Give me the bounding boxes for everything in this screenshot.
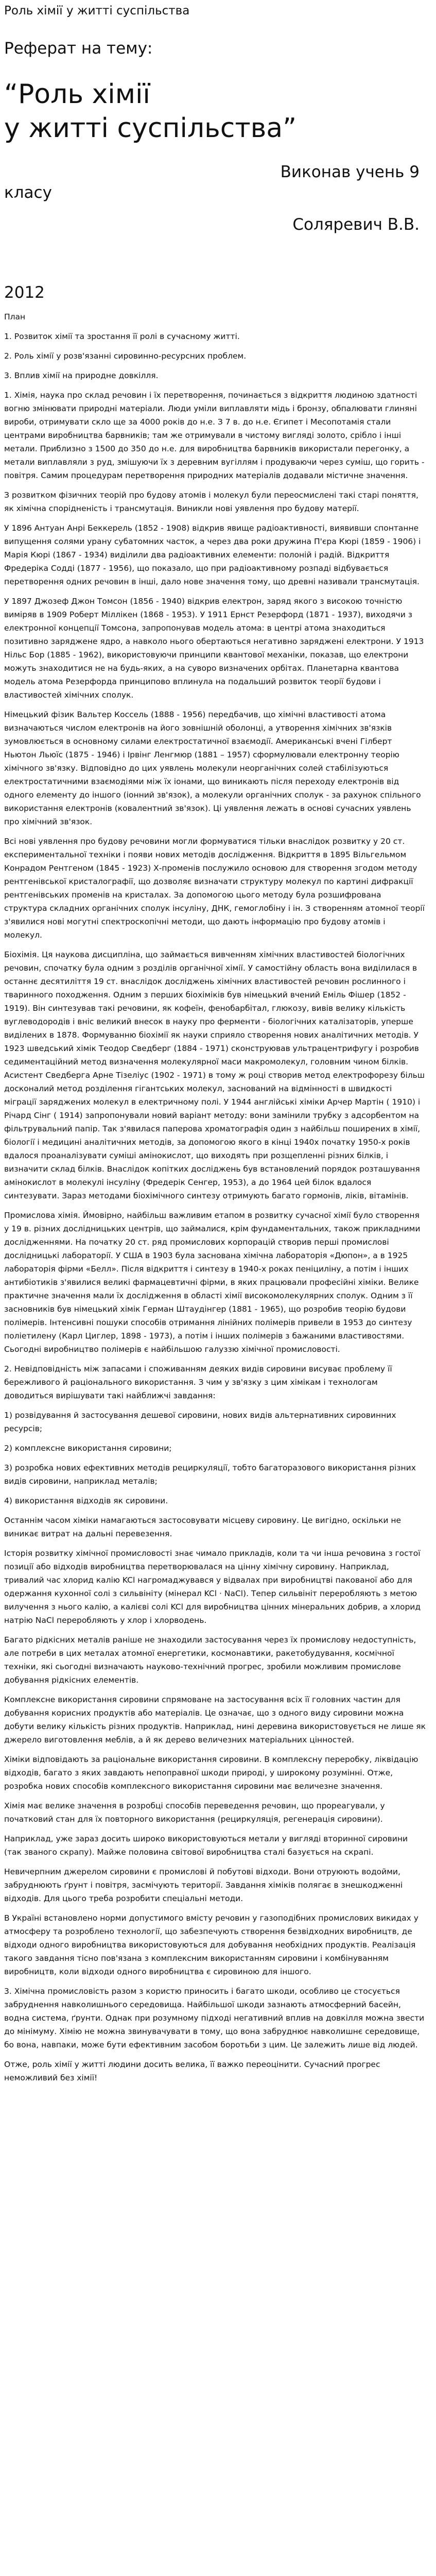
paragraph: 2. Невідповідність між запасами і споживанням деяких видів сировини висуває проблему її бережливого й раціонального використання. З чим у зв'язку з цим хімікам і технологам доводиться вирішувати такі найближчі завдання: [4, 1364, 392, 1400]
paragraph: 2. Роль хімії у розв'язанні сировинно-ресурсних проблем. [4, 351, 247, 361]
paragraph: 3. Хімічна промисловість разом з користю приносить і багато шкоди, особливо це стосується забруднення навколишнього середовища. Найбільшої шкоди зазнають атмосферний басейн, водна система, ґрунти. Однак при розумному підході негативний вплив на довкілля можна звести до мінімуму. Хімію не можна звинувачувати в тому, що вона забруднює навколишнє середовище, бо вона, навпаки, може бути ефективним засобом боротьби з цим. Це залежить лише від людей. [4, 1987, 425, 2049]
paragraph: 3. Вплив хімії на природне довкілля. [4, 371, 159, 380]
paragraph: З розвитком фізичних теорій про будову атомів і молекул були переосмислені такі старі поняття, як хімічна спорідненість і трансмутація. Виникли нові уявлення про будову матерії. [4, 490, 418, 513]
paragraph: 1. Хімія, наука про склад речовин і їх перетворення, починається з відкриття людиною здатності вогню змінювати природні матеріали. Люди уміли виплавляти мідь і бронзу, обпалювати глиняні вироби, отримувати скло ще за 4000 років до н.е. З 7 в. до н.е. Єгипет і Месопотамія стали центрами виробництва барвників; там же отримували в чистому вигляді золото, срібло і інші метали. Приблизно з 1500 до 350 до н.е. для виробництва барвників використали перегонку, а метали виплавляли з руд, змішуючи їх з деревним вугіллям і продуваючи через суміш, що горить - повітря. Самим процедурам перетворення природних матеріалів додавали містичне значення. [4, 391, 425, 480]
paragraph: 4) використання відходів як сировини. [4, 1496, 168, 1505]
paragraph: 3) розробка нових ефективних методів рециркуляції, тобто багаторазового використання різних видів сировини, наприклад металів; [4, 1463, 416, 1486]
paragraph: Німецький фізик Вальтер Коссель (1888 - 1956) передбачив, що хімічні властивості атома визначаються числом електронів на його зовнішній оболонці, а утворення хімічних зв'язків зумовлюється в основному силами електростатичної взаємодії. Американські вчені Гілберт Ньютон Льюїс (1875 - 1946) і Ірвінг Ленгмюр (1881 – 1957) сформулювали електронну теорію хімічного зв'язку. Відповідно до цих уявлень молекули неорганічних солей стабілізуються електростатичними взаємодіями між їх іонами, що виникають після переходу електронів від одного елементу до іншого (іонний зв'язок), а молекули органічних сполук - за рахунок спільного використання електронів (ковалентний зв'язок). Ці уявлення лежать в основі сучасних уявлень про хімічний зв'язок. [4, 710, 421, 826]
paragraph: 2) комплексне використання сировини; [4, 1444, 172, 1453]
paragraph: Комплексне використання сировини спрямоване на застосування всіх її головних частин для добування корисних продуктів або матеріалів. Це означає, що з одного виду сировини можна добути велику кількість різних продуктів. Наприклад, нині деревина використовується не лише як джерело виготовлення меблів, а й як дерево величезних матеріальних цінностей. [4, 1695, 426, 1744]
paragraph: У 1896 Антуан Анрі Беккерель (1852 - 1908) відкрив явище радіоактивності, виявивши спонтанне випущення солями урану субатомних часток, а через два роки дружина П'єра Кюрі (1859 - 1906) і Марія Кюрі (1867 - 1934) виділили два радіоактивних елементи: полоній і радій. Відкриття Фредеріка Содді (1877 - 1956), що показало, що при радіоактивному розпаді відбувається перетворення одних речовин в інші, дало нове значення тому, що древні називали трансмутація. [4, 523, 421, 586]
paragraph: Хіміки відповідають за раціональне використання сировини. В комплексну переробку, ліквідацію відходів, багато з яких завдають непоправної шкоди природі, у широкому розумінні. Отже, розробка нових способів комплексного використання сировини має величезне значення. [4, 1755, 418, 1791]
paragraph: Хімія має велике значення в розробці способів переведення речовин, що прореагували, у початковий стан для їх повторного використання (рециркуляція, регенерація сировини). [4, 1801, 385, 1824]
essay-title-line-2: у житті суспільства” [4, 113, 297, 144]
paragraph: 1) розвідування й застосування дешевої сировини, нових видів альтернативних сировинних ресурсів; [4, 1411, 396, 1433]
paragraph: Отже, роль хімії у житті людини досить велика, її важко переоцінити. Сучасний прогрес неможливий без хімії! [4, 2060, 380, 2082]
paragraph: Наприклад, уже зараз досить широко використовуються метали у вигляді вторинної сировини (так званого скрапу). Майже половина світової виробництва сталі базується на скрапі. [4, 1834, 408, 1857]
document-header-title: Роль хімії у житті суспільства [4, 4, 190, 18]
body-text [4, 310, 426, 2084]
year: 2012 [4, 283, 45, 302]
author-prefix: Виконав учень 9 [280, 163, 420, 181]
paragraph: Всі нові уявлення про будову речовини могли формуватися тільки внаслідок розвитку у 20 ст. експериментальної техніки і появи нових методів дослідження. Відкриття в 1895 Вільгельмом Конрадом Рентгеном (1845 - 1923) Х-променів послужило основою для створення згодом методу рентгенівської кристалографії, що дозволяє визначати структуру молекул по картині дифракції рентгенівських променів на кристалах. За допомогою цього методу була розшифрована структура складних органічних сполук інсуліну, ДНК, гемоглобіну і ін. З створенням атомної теорії з'явилися нові могутні спектроскопічні методи, що дають інформацію про будову атомів і молекул. [4, 837, 425, 940]
paragraph: Промислова хімія. Ймовірно, найбільш важливим етапом в розвитку сучасної хімії було створення у 19 в. різних дослідницьких центрів, що займалися, крім фундаментальних, також прикладними дослідженнями. На початку 20 ст. ряд промислових корпорацій створив перші промислові дослідницькі лабораторії. У США в 1903 була заснована хімічна лабораторія «Дюпон», а в 1925 лабораторія фірми «Белл». Після відкриття і синтезу в 1940-х роках пеніциліну, а потім і інших антибіотиків з'явилися великі фармацевтичні фірми, в яких працювали професійні хіміки. Велике практичне значення мали їх дослідження в області хімії високомолекулярних сполук. Одним з її засновників був німецький хімік Герман Штаудінгер (1881 - 1965), що розробив теорію будови полімерів. Інтенсивні пошуки способів отримання лінійних полімерів привели в 1953 до синтезу поліетилену (Карл Циглер, 1898 - 1973), а потім і інших полімерів з бажаними властивостями. Сьогодні виробництво полімерів є найбільшою галуззю хімічної промисловості. [4, 1211, 421, 1354]
author-name: Соляревич В.В. [292, 215, 420, 234]
paragraph: Останнім часом хіміки намагаються застосовувати місцеву сировину. Це вигідно, оскільки не виникає витрат на дальні перевезення. [4, 1516, 401, 1538]
paragraph: 1. Розвиток хімії та зростання її ролі в сучасному житті. [4, 332, 240, 341]
paragraph: Біохімія. Ця наукова дисципліна, що займається вивченням хімічних властивостей біологічних речовин, спочатку була одним з розділів органічної хімії. У самостійну область вона виділилася в останнє десятиліття 19 ст. внаслідок досліджень хімічних властивостей речовин рослинного і тваринного походження. Одним з перших біохіміків був німецький вчений Еміль Фішер (1852 - 1919). Він синтезував такі речовини, як кофеїн, фенобарбітал, глюкозу, вивів велику кількість вуглеводородів і вніс великий внесок в науку про ферменти - біологічних каталізаторів, уперше виділених в 1878. Формуванню біохімії як науки сприяло створення нових аналітичних методів. У 1923 шведський хімік Теодор Сведберг (1884 - 1971) сконструював ультрацентрифугу і розробив седиментаційний метод визначення молекулярної маси макромолекул, головним чином білків. Асистент Сведберга Арне Тізеліус (1902 - 1971) в тому ж році створив метод електрофорезу більш досконалий метод розділення гігантських молекул, заснований на відмінності в швидкості міграції заряджених молекул в електричному полі. У 1944 англійські хіміки Арчер Мартін ( 1910) і Річард Сінг ( 1914) запропонували новий варіант методу: вони замінили трубку з адсорбентом на фільтрувальний папір. Так з'явилася паперова хроматографія один з найбільш поширених в хімії, біології і медицині аналітичних методів, за допомогою якого в кінці 1940х початку 1950-х років вдалося проаналізувати суміші амінокислот, що виходять при розщепленні різних білків, і визначити склад білків. Внаслідок копітких досліджень був встановлений порядок розташування амінокислот в молекулі інсуліну (Фредерік Сенгер, 1953), а до 1964 цей білок вдалося синтезувати. Зараз методами біохімічного синтезу отримують багато гормонів, ліків, вітамінів. [4, 950, 425, 1200]
author-line [4, 162, 426, 203]
paragraph: В Україні встановлено норми допустимого вмісту речовин у газоподібних промислових викидах у атмосферу та розроблено технології, що забезпечують створення безвідходних виробництв, де відходи одного виробництва використовуються для добування необхідних продуктів. Реалізація такого завдання тісно пов'язана з комплексним використанням сировини і комбінуванням виробництв, коли відходи одного виробництва є сировиною для іншого. [4, 1913, 418, 1976]
author-suffix: класу [4, 183, 52, 202]
paragraph: Історія розвитку хімічної промисловості знає чимало прикладів, коли та чи інша речовина з гостої позиції або відходів виробництва перетворювалася на цінну хімічну сировину. Наприклад, тривалий час хлорид калію KCl нагромаджувався у відвалах при виробництві пакованої або для одержання кухонної солі з сильвініту (мінерал KCl · NaCl). Тепер сильвініт переробляють з метою вилучення з нього калію, а калієві солі KCl для виробництва цінних мінеральних добрив, а хлорид натрію NaCl переробляють у хлор і хлорводень. [4, 1549, 421, 1625]
paragraph: У 1897 Джозеф Джон Томсон (1856 - 1940) відкрив електрон, заряд якого з високою точністю виміряв в 1909 Роберт Міллікен (1868 - 1953). У 1911 Ернст Резерфорд (1871 - 1937), виходячи з електронної концепції Томсона, запропонував модель атома: в центрі атома знаходиться позитивно заряджене ядро, а навколо нього обертаються негативно заряджені електрони. У 1913 Нільс Бор (1885 - 1962), використовуючи принципи квантової механіки, показав, що електрони можуть знаходитися не на будь-яких, а на суворо визначених орбітах. Планетарна квантова модель атома Резерфорда принципово вплинула на подальший розвиток теорії будови і властивостей хімічних сполук. [4, 597, 424, 700]
paragraph: Багато рідкісних металів раніше не знаходили застосування через їх промислову недоступність, але потреби в цих металах атомної енергетики, космонавтики, ракетобудування, космічної техніки, які сьогодні визначають науково-технічний прогрес, зробили можливим промислове добування рідкісних елементів. [4, 1635, 416, 1685]
essay-title-line-1: “Роль хімії [4, 79, 150, 110]
paragraph: План [4, 312, 26, 321]
paragraph: Невичерпним джерелом сировини є промислові й побутові відходи. Вони отруюють водойми, забруднюють ґрунт і повітря, засмічують території. Завдання хіміків полягає в знешкодженні відходів. Для цього треба розробити спеціальні методи. [4, 1867, 403, 1903]
essay-type-label: Реферат на тему: [4, 39, 153, 58]
